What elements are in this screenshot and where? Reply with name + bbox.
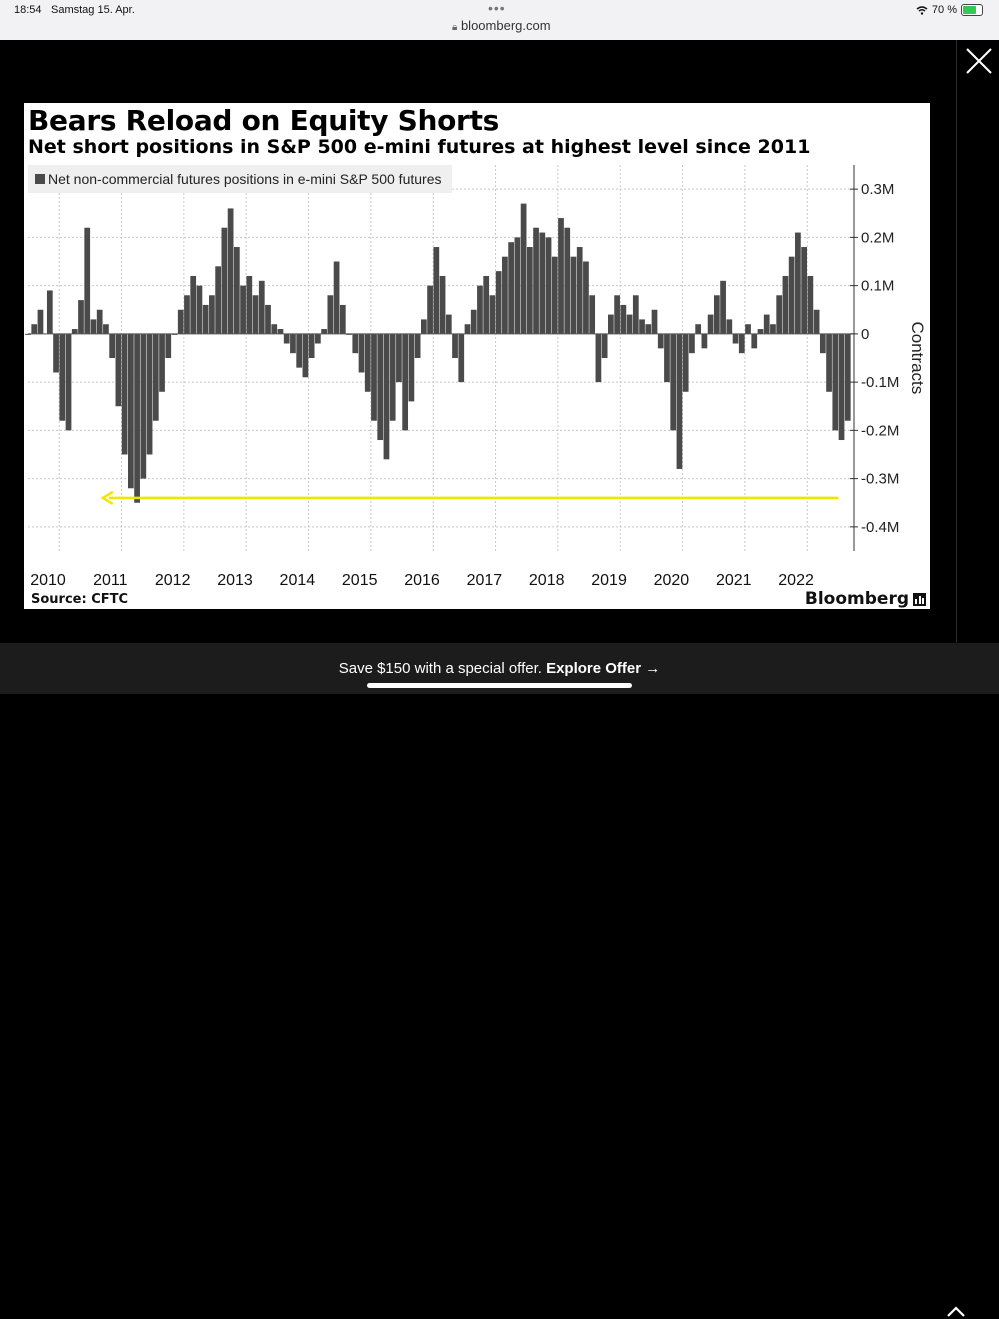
bar [409, 334, 415, 402]
bar [783, 276, 789, 334]
bar [377, 334, 383, 440]
x-tick-label: 2013 [217, 572, 253, 589]
bar [147, 334, 153, 455]
bar [128, 334, 134, 488]
source-note: Source: CFTC [31, 592, 129, 607]
bar [514, 237, 520, 334]
bar [695, 324, 701, 334]
battery-percent: 70 % [931, 4, 957, 16]
bar [390, 334, 396, 421]
bar [359, 334, 365, 373]
chart-title: Bears Reload on Equity Shorts [28, 104, 500, 137]
bar [471, 310, 477, 334]
x-tick-label: 2019 [591, 572, 627, 589]
chart-subtitle: Net short positions in S&P 500 e-mini futures at highest level since 2011 [28, 136, 811, 158]
bar [309, 334, 315, 358]
bar [440, 276, 446, 334]
bar [552, 257, 558, 334]
bar [483, 276, 489, 334]
promo-text[interactable] [0, 660, 999, 677]
bar [228, 208, 234, 333]
bar [577, 247, 583, 334]
y-tick-label: -0.3M [861, 470, 900, 488]
bar [795, 233, 801, 334]
status-indicators [916, 4, 983, 16]
bar [845, 334, 851, 421]
bar [801, 247, 807, 334]
bar [608, 315, 614, 334]
y-tick-label: 0.1M [861, 277, 895, 295]
bar [303, 334, 309, 377]
bar [153, 334, 159, 421]
bar [134, 334, 140, 503]
status-time: 18:54 [14, 4, 42, 16]
bar [826, 334, 832, 392]
bar [702, 334, 708, 348]
bar [726, 319, 732, 333]
y-tick-label: -0.4M [861, 518, 900, 536]
bar [832, 334, 838, 431]
bar [683, 334, 689, 392]
bar [814, 310, 820, 334]
bar [402, 334, 408, 431]
bar [371, 334, 377, 421]
bar [315, 334, 321, 344]
bar [558, 218, 564, 334]
bar [539, 233, 545, 334]
bar [59, 334, 65, 421]
legend-swatch [35, 174, 45, 184]
bar [807, 276, 813, 334]
chart [24, 103, 930, 609]
bar [664, 334, 670, 382]
bar [770, 324, 776, 334]
bar [72, 329, 78, 334]
bar [284, 334, 290, 344]
bar [490, 295, 496, 334]
chart-card [24, 103, 930, 609]
bar [290, 334, 296, 353]
x-tick-label: 2018 [528, 572, 565, 589]
bar [421, 319, 427, 333]
bar [234, 247, 240, 334]
x-tick-label: 2011 [93, 572, 128, 589]
bar [527, 247, 533, 334]
bar [222, 228, 228, 334]
bar [758, 329, 764, 334]
bar [103, 324, 109, 334]
explore-offer-link[interactable]: Explore Offer [546, 660, 642, 677]
bar [589, 295, 595, 334]
bar [109, 334, 115, 358]
bar [259, 281, 265, 334]
more-dots-icon[interactable]: ••• [488, 0, 506, 16]
bar [97, 310, 103, 334]
bar [209, 295, 215, 334]
bar [614, 295, 620, 334]
x-tick-label: 2016 [404, 572, 440, 589]
bar [334, 262, 340, 334]
bar [708, 315, 714, 334]
home-indicator [367, 683, 632, 688]
x-tick-label: 2015 [341, 572, 378, 589]
bar [477, 286, 483, 334]
bloomberg-logo [805, 589, 926, 609]
bar [253, 295, 259, 334]
bar [178, 310, 184, 334]
bar [521, 204, 527, 334]
status-date: Samstag 15. Apr. [51, 4, 135, 16]
x-tick-label: 2010 [30, 572, 66, 589]
bar [203, 305, 209, 334]
bar [670, 334, 676, 431]
bar [714, 295, 720, 334]
bar [215, 266, 221, 334]
bar [639, 319, 645, 333]
bar [31, 324, 37, 334]
bar [596, 334, 602, 382]
bar [602, 334, 608, 358]
bar [652, 310, 658, 334]
bar [733, 334, 739, 344]
bar [122, 334, 128, 455]
status-bar [0, 0, 999, 40]
y-tick-label: -0.1M [861, 374, 900, 392]
bar [265, 305, 271, 334]
bar [78, 300, 84, 334]
bar [327, 295, 333, 334]
bar [496, 271, 502, 334]
bar [271, 324, 277, 334]
bar [583, 262, 589, 334]
bar [91, 319, 97, 333]
bar [546, 237, 552, 334]
bar [140, 334, 146, 479]
y-tick-label: -0.2M [861, 422, 900, 440]
bar [508, 242, 514, 334]
y-tick-label: 0 [861, 325, 870, 343]
bar [384, 334, 390, 459]
bar [321, 329, 327, 334]
y-tick-label: 0.3M [861, 181, 895, 199]
bar [53, 334, 59, 373]
bar [658, 334, 664, 348]
bar [165, 334, 171, 358]
viewer-divider [956, 40, 957, 643]
bar [789, 257, 795, 334]
bar [627, 315, 633, 334]
bar [66, 334, 72, 431]
bar [415, 334, 421, 358]
bar [190, 276, 196, 334]
bar [745, 324, 751, 334]
bar [751, 334, 757, 348]
y-axis-label: Contracts [908, 321, 927, 395]
x-tick-label: 2020 [653, 572, 690, 589]
battery-icon [961, 4, 983, 16]
x-tick-label: 2014 [279, 572, 316, 589]
bar [677, 334, 683, 469]
bar [452, 334, 458, 358]
bar [159, 334, 165, 392]
bar [396, 334, 402, 382]
bar [246, 276, 252, 334]
bar [84, 228, 90, 334]
bar [564, 228, 570, 334]
lock-icon: 🔒︎ [452, 22, 458, 33]
bar [184, 295, 190, 334]
bar [465, 324, 471, 334]
bar [340, 305, 346, 334]
bar [116, 334, 122, 406]
address-url: bloomberg.com [460, 18, 551, 33]
bar [502, 257, 508, 334]
legend-label: Net non-commercial futures positions in e-mini S&P 500 futures [48, 171, 442, 187]
bar [47, 290, 53, 333]
x-tick-label: 2021 [715, 572, 752, 589]
bar [571, 257, 577, 334]
promo-prefix: Save $150 with a special offer. [338, 660, 547, 677]
bar [533, 228, 539, 334]
bar [278, 329, 284, 334]
bar [365, 334, 371, 392]
terminal-icon [913, 593, 926, 606]
bar [720, 281, 726, 334]
x-tick-label: 2012 [154, 572, 191, 589]
bar [433, 247, 439, 334]
bar [352, 334, 358, 353]
close-icon[interactable] [964, 46, 994, 76]
bar [240, 286, 246, 334]
x-tick-label: 2017 [466, 572, 503, 589]
bar [296, 334, 302, 368]
chevron-up-icon[interactable] [945, 1303, 967, 1319]
bar [427, 286, 433, 334]
address-bar[interactable] [452, 18, 551, 33]
bar [446, 315, 452, 334]
bar [739, 334, 745, 353]
legend [28, 165, 452, 193]
bar [38, 310, 44, 334]
bar [764, 315, 770, 334]
bar [458, 334, 464, 382]
bar [633, 295, 639, 334]
bar [645, 324, 651, 334]
bar [620, 305, 626, 334]
bar [197, 286, 203, 334]
bar [839, 334, 845, 440]
bar [776, 295, 782, 334]
bar [689, 334, 695, 353]
brand-text: Bloomberg [804, 589, 909, 609]
bar [820, 334, 826, 353]
y-tick-label: 0.2M [861, 229, 895, 247]
wifi-icon [916, 6, 928, 15]
arrow-right-icon: → [645, 660, 661, 677]
x-tick-label: 2022 [778, 572, 814, 589]
